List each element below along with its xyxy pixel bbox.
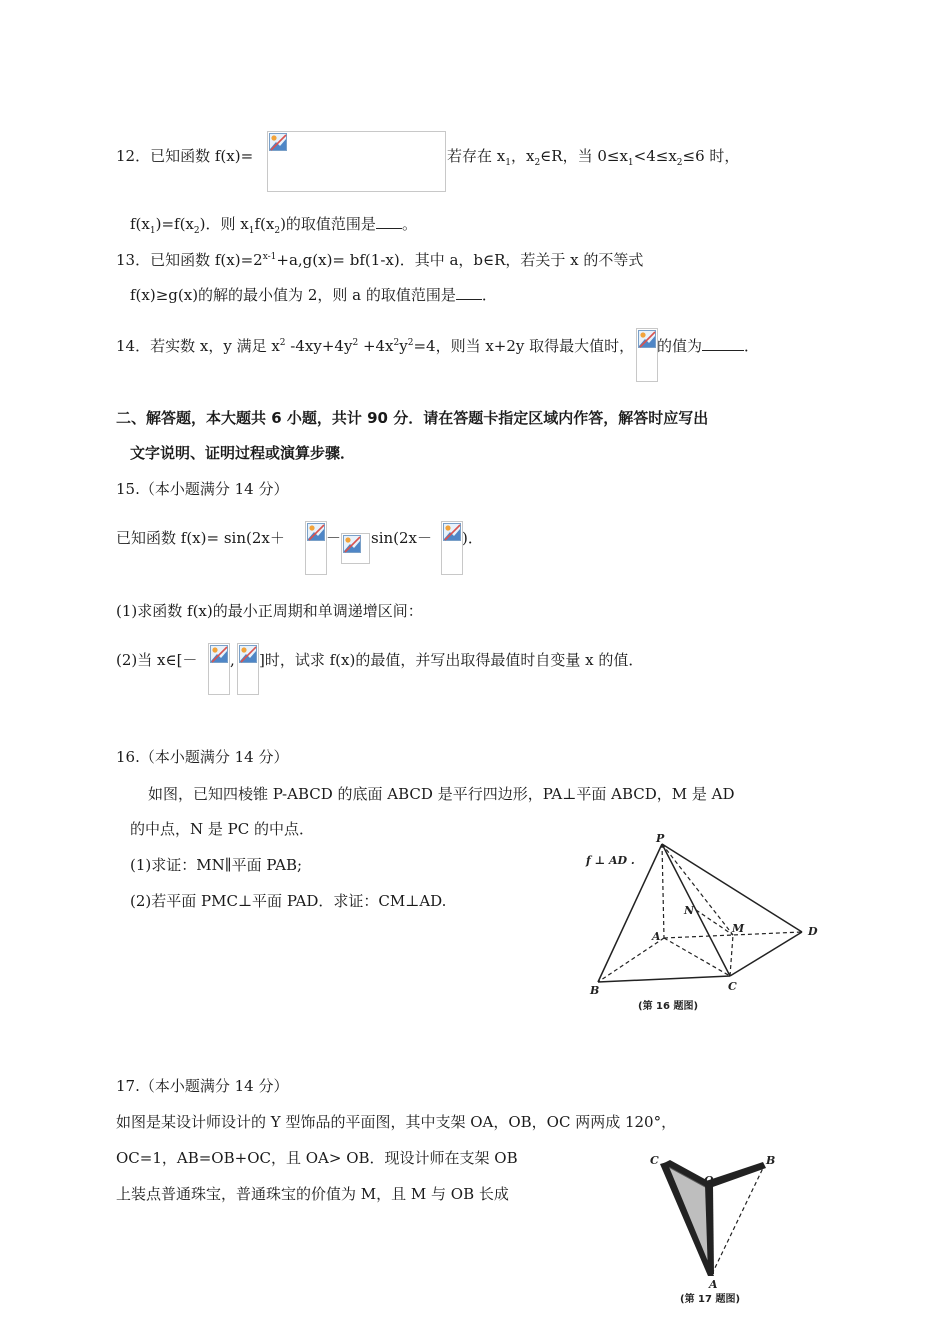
section2-heading-cont: 文字说明、证明过程或演算步骤． bbox=[130, 444, 356, 462]
q13-line1: 13．已知函数 $f(x)=2^{x-1}+a,g(x)= bf(1-x)$．其中 a，b∈R，若关于 x 的不等式 bbox=[116, 251, 644, 269]
q15-stem-c: sin(2x－ bbox=[371, 529, 433, 547]
fig16-label-a: A bbox=[652, 930, 661, 943]
q12-formula-placeholder bbox=[267, 131, 446, 192]
q16-stem2: 的中点，N 是 PC 的中点． bbox=[130, 820, 314, 838]
fig16-caption: (第 16 题图) bbox=[638, 1001, 699, 1012]
q16-part1: (1)求证：MN∥平面 PAB; bbox=[130, 856, 303, 874]
fig17-caption: (第 17 题图) bbox=[680, 1294, 741, 1305]
q15-formula-placeholder-2 bbox=[341, 533, 370, 564]
q12-line1-suffix: 若存在 $x_1$，$x_2\in R$，当 $0\le x_1<4\le x_2\le 6$ 时， bbox=[447, 147, 740, 168]
q15-part1: (1)求函数 f(x)的最小正周期和单调递增区间： bbox=[116, 602, 423, 620]
q15-stem-d: )． bbox=[462, 529, 483, 547]
q15-part2-a: (2)当 x∈[－ bbox=[116, 651, 198, 669]
q15-header: 15.（本小题满分 14 分） bbox=[116, 480, 289, 498]
q17-stem2: OC=1，AB=OB+OC，且 OA> OB．现设计师在支架 OB bbox=[116, 1149, 518, 1167]
broken-image-icon bbox=[443, 523, 461, 541]
answer-blank bbox=[702, 336, 744, 351]
q14-line-suffix: 的值为 ． bbox=[657, 337, 760, 355]
fig17-label-b: B bbox=[766, 1154, 776, 1167]
q12-number: 12． bbox=[116, 147, 151, 165]
fig17-label-c: C bbox=[650, 1154, 659, 1167]
fig16-label-p: P bbox=[656, 832, 665, 845]
fig16-label-c: C bbox=[728, 980, 737, 993]
broken-image-icon bbox=[239, 645, 257, 663]
q17-stem1: 如图是某设计师设计的 Y 型饰品的平面图，其中支架 OA，OB，OC 两两成 120°， bbox=[116, 1113, 677, 1131]
q15-formula-placeholder-5 bbox=[237, 643, 259, 695]
broken-image-icon bbox=[269, 133, 287, 151]
q15-part2-b: , bbox=[230, 651, 235, 669]
broken-image-icon bbox=[638, 330, 656, 348]
q17-stem3: 上装点普通珠宝，普通珠宝的价值为 M，且 M 与 OB 长成 bbox=[116, 1185, 509, 1203]
q16-header: 16.（本小题满分 14 分） bbox=[116, 748, 289, 766]
q14-formula-placeholder bbox=[636, 328, 658, 382]
fig16-label-m: M bbox=[732, 922, 745, 935]
answer-blank bbox=[456, 285, 482, 300]
answer-blank bbox=[376, 214, 402, 229]
fig16-fragment-text: f ⊥ AD . bbox=[586, 854, 635, 867]
q16-pyramid-figure bbox=[580, 828, 830, 1018]
q15-stem-a: 已知函数 f(x)= sin(2x＋ bbox=[116, 529, 285, 547]
fig17-label-o: O bbox=[704, 1174, 714, 1187]
q15-formula-placeholder-4 bbox=[208, 643, 230, 695]
q12-line1: 12．已知函数 f(x)= bbox=[116, 147, 254, 165]
q13-line2: f(x)≥g(x)的解的最小值为 2，则 a 的取值范围是 ． bbox=[130, 286, 497, 304]
broken-image-icon bbox=[210, 645, 228, 663]
broken-image-icon bbox=[343, 535, 361, 553]
q14-line: 14．若实数 x，y 满足 $x^2$ $-4xy+4y^2 +4x^2y^2=4$，则当 x+2y 取得最大值时， bbox=[116, 337, 635, 355]
q13-number: 13． bbox=[116, 251, 151, 269]
fig16-label-d: D bbox=[808, 925, 818, 938]
q17-header: 17.（本小题满分 14 分） bbox=[116, 1077, 289, 1095]
fig16-label-n: N bbox=[684, 904, 695, 917]
section2-heading: 二、解答题，本大题共 6 小题，共计 90 分．请在答题卡指定区域内作答，解答时应写出 bbox=[116, 409, 709, 427]
q15-formula-placeholder-3 bbox=[441, 521, 463, 575]
broken-image-icon bbox=[307, 523, 325, 541]
q15-stem-b: － bbox=[326, 529, 342, 547]
q16-stem1: 如图，已知四棱锥 P-ABCD 的底面 ABCD 是平行四边形，PA⊥平面 ABCD，M 是 AD bbox=[148, 785, 735, 803]
q17-y-ornament-figure bbox=[640, 1150, 790, 1310]
q16-part2: (2)若平面 PMC⊥平面 PAD．求证：CM⊥AD. bbox=[130, 892, 447, 910]
q12-line2: $f(x_1)=f(x_2)$．则 $x_1f(x_2)$的取值范围是 。 bbox=[130, 215, 417, 236]
fig17-label-a: A bbox=[709, 1278, 718, 1291]
q14-number: 14． bbox=[116, 337, 151, 355]
q15-formula-placeholder-1 bbox=[305, 521, 327, 575]
q15-part2-c: ]时，试求 f(x)的最值，并写出取得最值时自变量 x 的值． bbox=[259, 651, 644, 669]
fig16-label-b: B bbox=[590, 984, 600, 997]
